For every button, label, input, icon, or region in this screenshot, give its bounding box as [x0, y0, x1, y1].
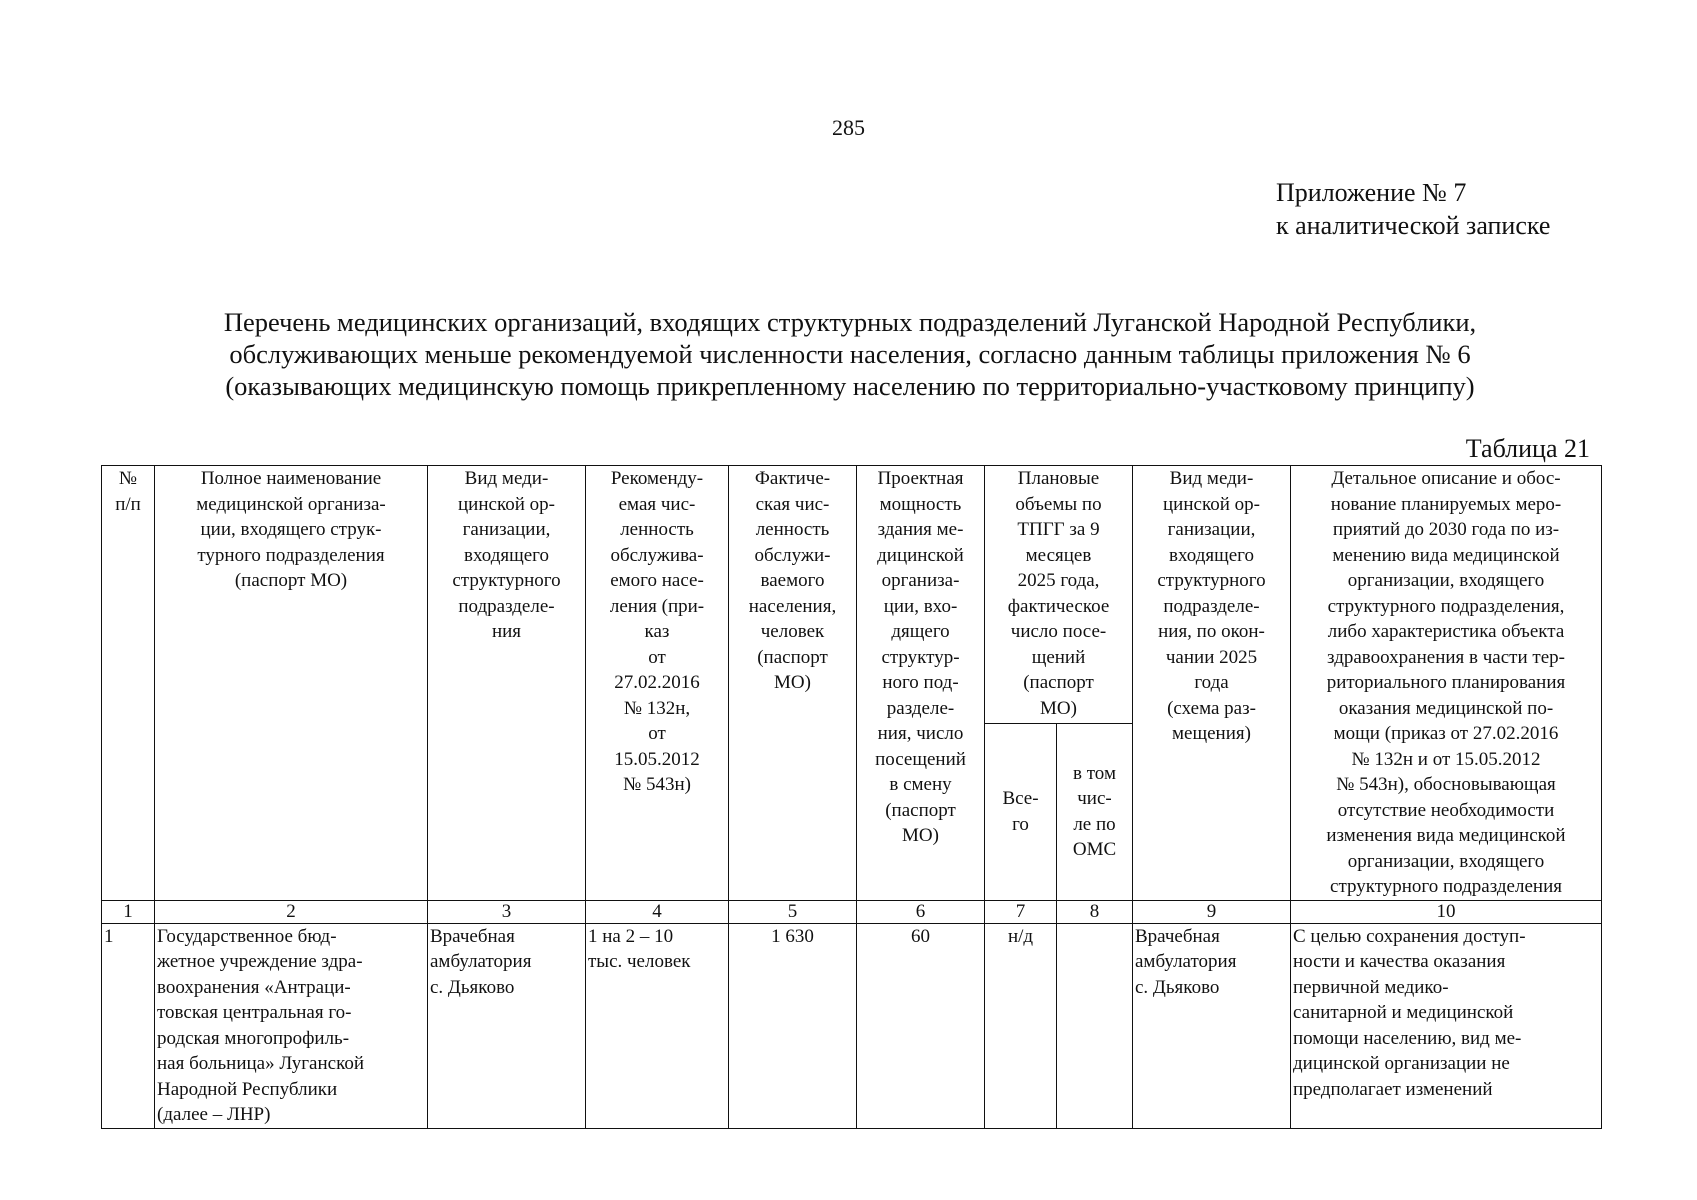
- header-description: Детальное описание и обос- нование планируемых меро- приятий до 2030 года по из- менению вида медицинской организации, входящего структурного подразделения, либо характеристика объекта здравоохранения в части тер- риториального планирования оказания медицинской по- мощи (приказ от 27.02.2016 № 132н и от 15.05.2012 № 543н), обосновывающая отсутствие необходимости изменения вида медицинской организации, входящего структурного подразделения: [1291, 466, 1602, 901]
- header-design-capacity: Проектная мощность здания ме- дицинской организа- ции, вхо- дящего структур- ного под- разделе- ния, число посещений в смену (паспорт МО): [857, 466, 985, 901]
- page-number: 285: [832, 115, 865, 140]
- header-actual-population: Фактиче- ская чис- ленность обслужи- ваемого населения, человек (паспорт МО): [729, 466, 857, 901]
- column-number: 3: [428, 900, 586, 923]
- header-recommended-population: Рекоменду- емая чис- ленность обслужива- емого насе- ления (при- каз от 27.02.2016 № 132н, от 15.05.2012 № 543н): [586, 466, 729, 901]
- planned-total: н/д: [985, 923, 1057, 1128]
- medical-organizations-table: [101, 465, 1602, 1129]
- document-title: [100, 306, 1600, 402]
- appendix-line-1: Приложение № 7: [1276, 178, 1467, 207]
- header-org-name: Полное наименование медицинской организа- ции, входящего струк- турного подразделения (паспорт МО): [155, 466, 428, 901]
- recommended-population: 1 на 2 – 10 тыс. человек: [586, 923, 729, 1128]
- row-number: 1: [102, 923, 155, 1128]
- table-row: [102, 923, 1602, 1128]
- table-label: Таблица 21: [1465, 434, 1590, 463]
- header-planned-volumes: Плановые объемы по ТПГГ за 9 месяцев 2025 года, фактическое число посе- щений (паспорт МО): [985, 466, 1133, 724]
- column-number: 9: [1133, 900, 1291, 923]
- planned-oms: [1057, 923, 1133, 1128]
- header-org-type-2025: Вид меди- цинской ор- ганизации, входящего структурного подразделе- ния, по окон- чании 2025 года (схема раз- мещения): [1133, 466, 1291, 901]
- actual-population: 1 630: [729, 923, 857, 1128]
- header-number: № п/п: [102, 466, 155, 901]
- appendix-line-2: к аналитической записке: [1276, 211, 1551, 240]
- design-capacity: 60: [857, 923, 985, 1128]
- org-type-2025: Врачебная амбулатория с. Дьяково: [1133, 923, 1291, 1128]
- title-line-2: обслуживающих меньше рекомендуемой численности населения, согласно данным таблицы приложения № 6: [229, 339, 1471, 369]
- header-including-oms: в том чис- ле по ОМС: [1057, 724, 1133, 900]
- description: С целью сохранения доступ- ности и качества оказания первичной медико- санитарной и медицинской помощи населению, вид ме- дицинской организации не предполагает изменений: [1291, 923, 1602, 1128]
- column-number: 4: [586, 900, 729, 923]
- appendix-note: [1276, 176, 1550, 242]
- column-number: 6: [857, 900, 985, 923]
- org-type: Врачебная амбулатория с. Дьяково: [428, 923, 586, 1128]
- column-number: 7: [985, 900, 1057, 923]
- column-number: 8: [1057, 900, 1133, 923]
- title-line-1: Перечень медицинских организаций, входящих структурных подразделений Луганской Народной Республики,: [223, 307, 1477, 337]
- column-number: 10: [1291, 900, 1602, 923]
- header-org-type: Вид меди- цинской ор- ганизации, входящего структурного подразделе- ния: [428, 466, 586, 901]
- title-line-3: (оказывающих медицинскую помощь прикрепленному населению по территориально-участковому принципу): [225, 371, 1475, 401]
- column-number: 1: [102, 900, 155, 923]
- org-name: Государственное бюд- жетное учреждение здра- воохранения «Антраци- товская центральная го- родская многопрофиль- ная больница» Луганской Народной Республики (далее – ЛНР): [155, 923, 428, 1128]
- column-number: 2: [155, 900, 428, 923]
- header-total: Все- го: [985, 724, 1057, 900]
- column-number: 5: [729, 900, 857, 923]
